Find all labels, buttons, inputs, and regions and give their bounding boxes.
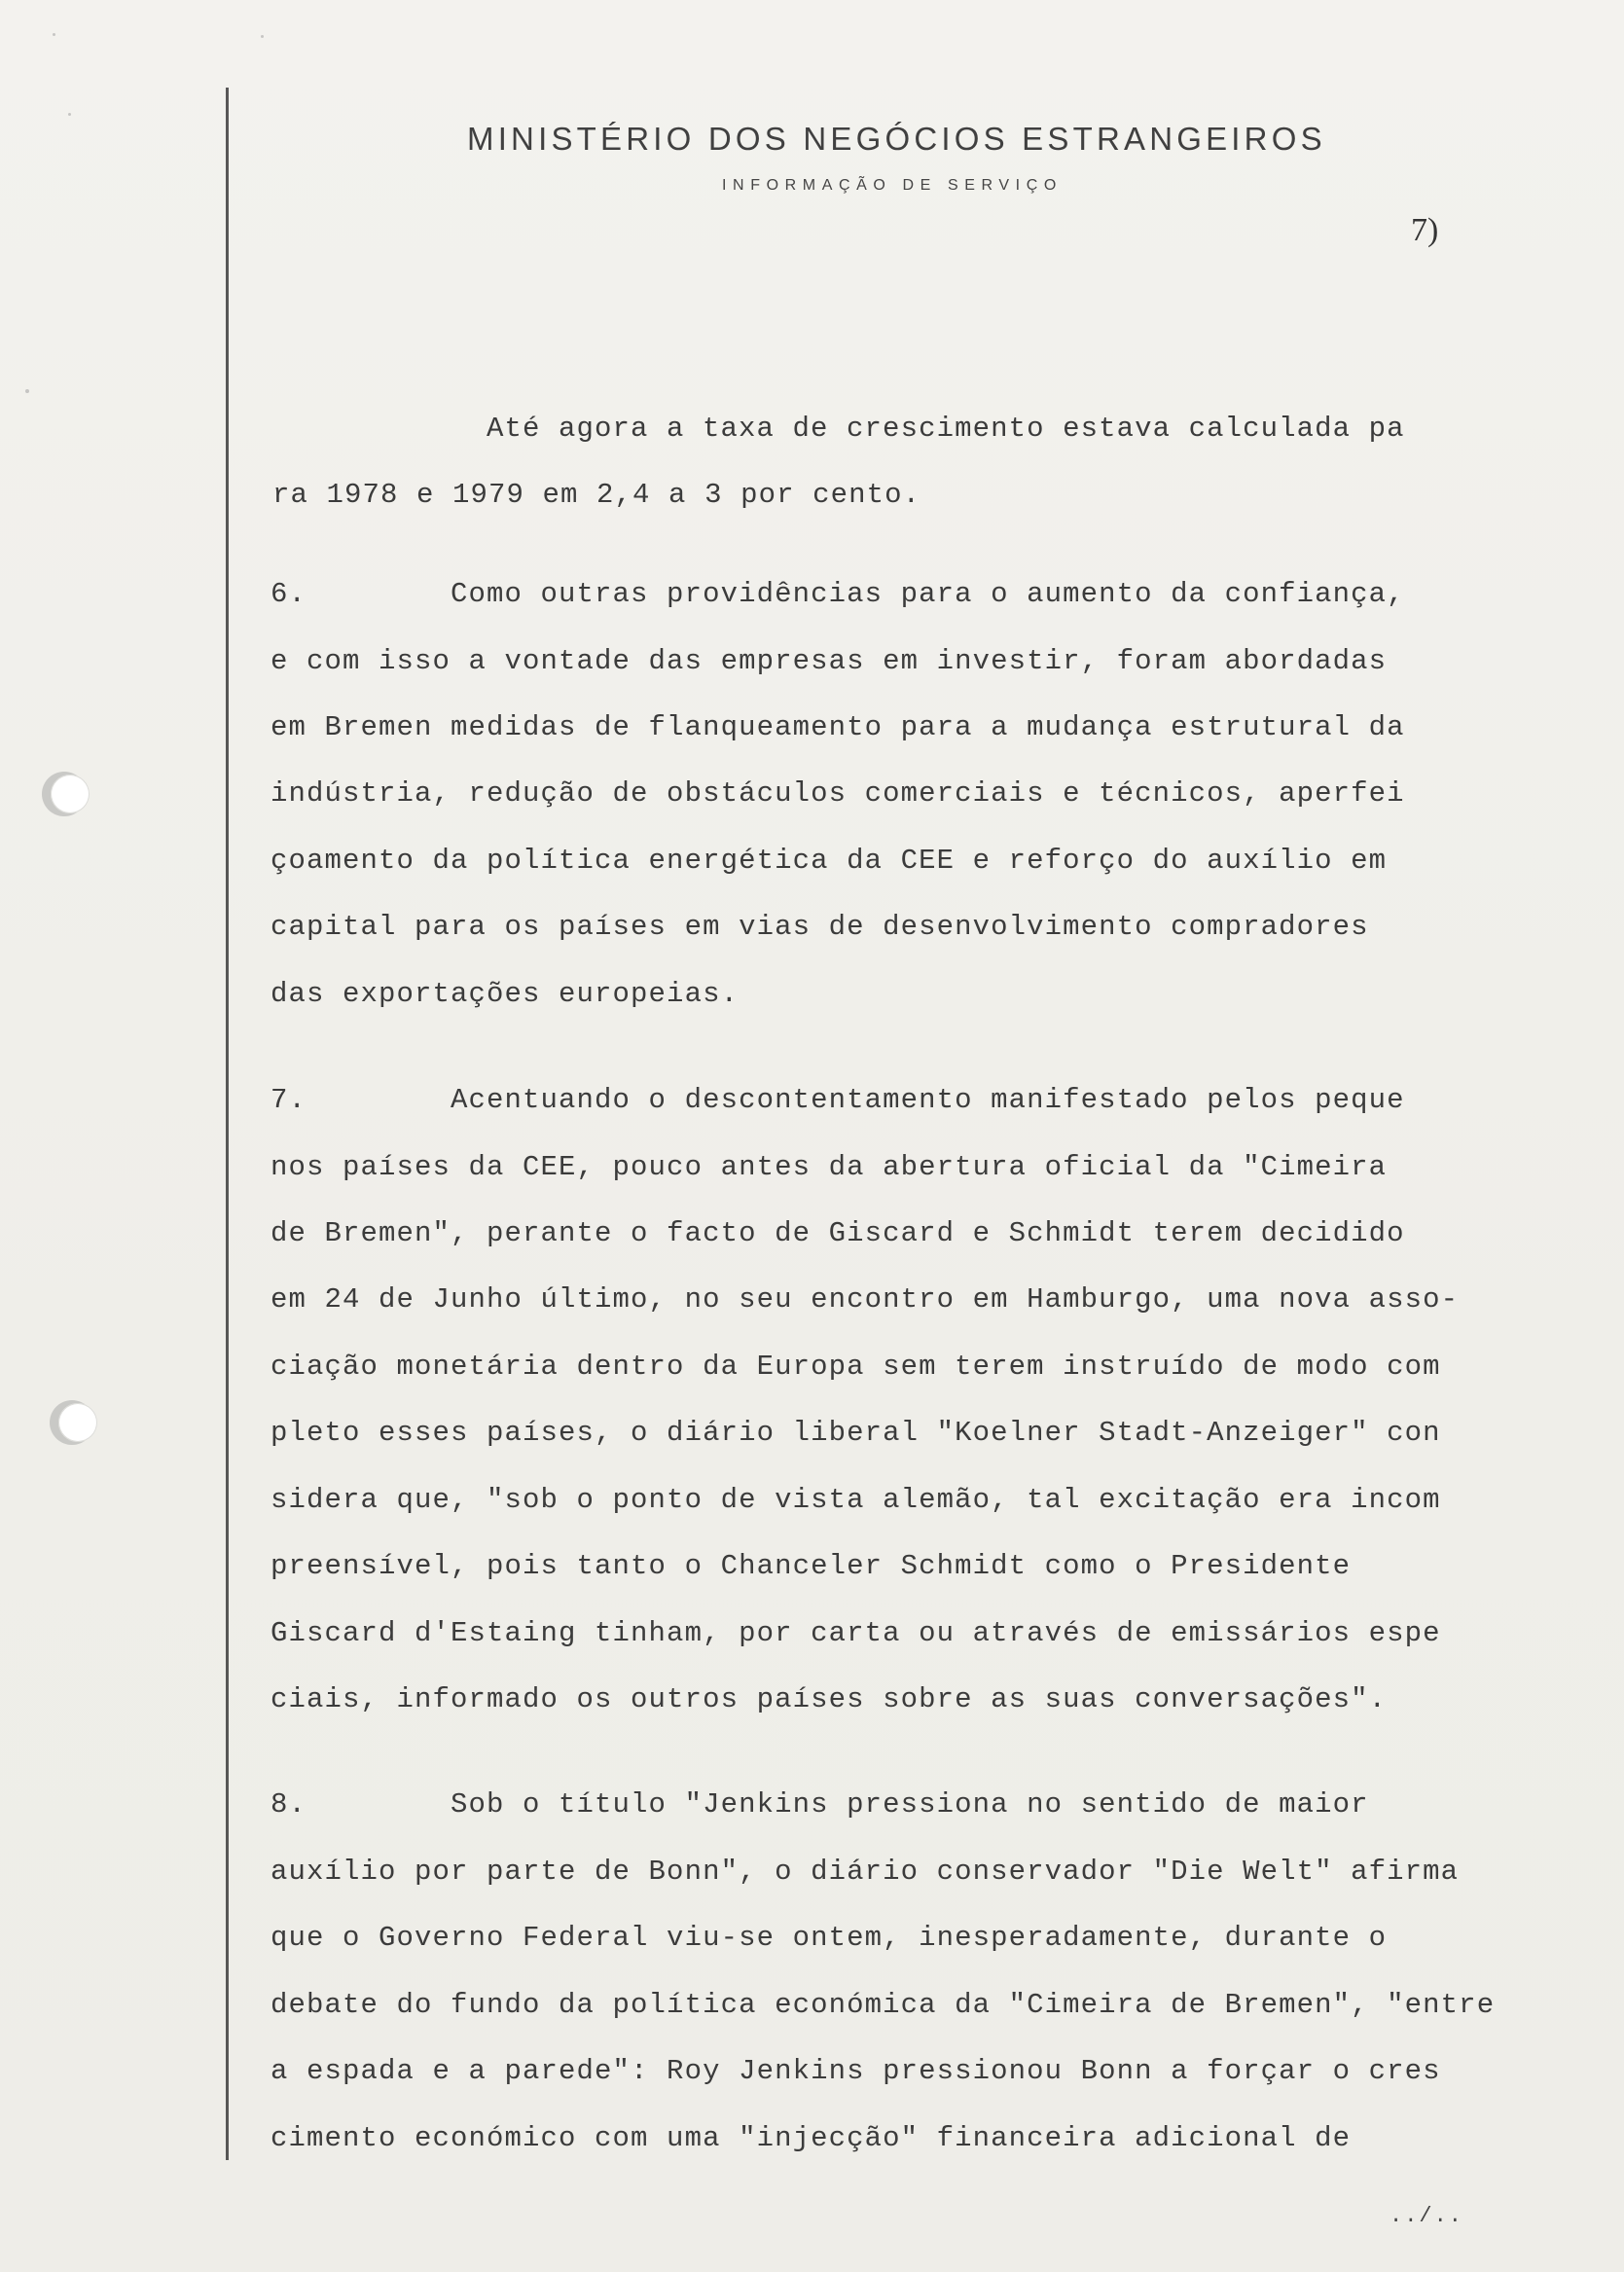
- text-line: auxílio por parte de Bonn", o diário conservador "Die Welt" afirma: [271, 1856, 1460, 1888]
- text-line: Giscard d'Estaing tinham, por carta ou através de emissários espe: [271, 1617, 1441, 1649]
- text-line: a espada e a parede": Roy Jenkins pressionou Bonn a forçar o cres: [271, 2055, 1441, 2087]
- text-line: 7. Acentuando o descontentamento manifestado pelos peque: [271, 1084, 1405, 1116]
- text-line: que o Governo Federal viu-se ontem, inesperadamente, durante o: [271, 1922, 1388, 1954]
- continuation-mark: ../..: [1389, 2204, 1464, 2228]
- paper-speck: [261, 35, 264, 38]
- punch-hole-top: [51, 775, 90, 813]
- paper-speck: [53, 33, 55, 36]
- page-number: 7): [1411, 212, 1439, 248]
- text-line: cimento económico com uma "injecção" financeira adicional de: [271, 2122, 1352, 2154]
- service-subtitle: INFORMAÇÃO DE SERVIÇO: [722, 177, 1063, 194]
- text-line: 8. Sob o título "Jenkins pressiona no sentido de maior: [271, 1788, 1369, 1821]
- text-line: indústria, redução de obstáculos comerciais e técnicos, aperfei: [271, 777, 1405, 810]
- text-line: capital para os países em vias de desenvolvimento compradores: [271, 911, 1369, 943]
- text-line: pleto esses países, o diário liberal "Koelner Stadt-Anzeiger" con: [271, 1417, 1441, 1449]
- text-line: ciação monetária dentro da Europa sem terem instruído de modo com: [271, 1351, 1441, 1383]
- text-line: nos países da CEE, pouco antes da abertura oficial da "Cimeira: [271, 1151, 1388, 1183]
- text-line: sidera que, "sob o ponto de vista alemão, tal excitação era incom: [271, 1484, 1441, 1516]
- text-line: Até agora a taxa de crescimento estava calculada pa: [487, 413, 1405, 445]
- text-line: çoamento da política energética da CEE e reforço do auxílio em: [271, 845, 1388, 877]
- paper-speck: [25, 389, 29, 393]
- text-line: das exportações europeias.: [271, 978, 740, 1010]
- margin-rule: [226, 88, 229, 2160]
- text-line: ra 1978 e 1979 em 2,4 a 3 por cento.: [272, 479, 921, 511]
- text-line: debate do fundo da política económica da "Cimeira de Bremen", "entre: [271, 1989, 1496, 2021]
- ministry-header: MINISTÉRIO DOS NEGÓCIOS ESTRANGEIROS: [467, 121, 1326, 157]
- text-line: preensível, pois tanto o Chanceler Schmidt como o Presidente: [271, 1550, 1352, 1582]
- paper-speck: [68, 113, 71, 116]
- text-line: 6. Como outras providências para o aumento da confiança,: [271, 578, 1405, 610]
- text-line: em 24 de Junho último, no seu encontro em Hamburgo, uma nova asso-: [271, 1283, 1460, 1316]
- text-line: em Bremen medidas de flanqueamento para a mudança estrutural da: [271, 711, 1405, 743]
- punch-hole-bottom: [58, 1403, 97, 1442]
- text-line: ciais, informado os outros países sobre as suas conversações".: [271, 1683, 1388, 1715]
- text-line: de Bremen", perante o facto de Giscard e Schmidt terem decidido: [271, 1217, 1405, 1249]
- text-line: e com isso a vontade das empresas em investir, foram abordadas: [271, 645, 1388, 677]
